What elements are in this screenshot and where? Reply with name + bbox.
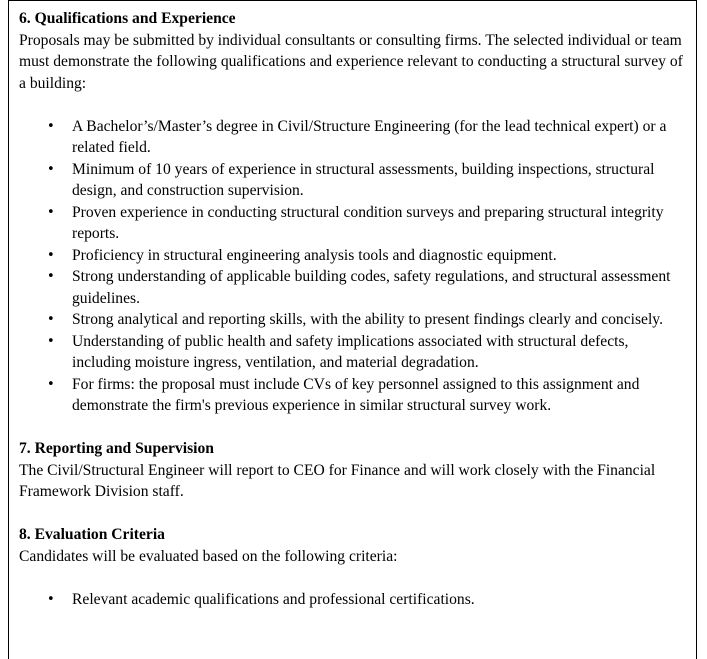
section-7-heading: 7. Reporting and Supervision bbox=[19, 440, 214, 457]
spacer bbox=[19, 503, 688, 525]
list-item: • For firms: the proposal must include CVs of key personnel assigned to this assignment and demonstrate the firm's previous experience in similar structural survey work. bbox=[19, 374, 688, 417]
list-item: • Strong analytical and reporting skills, with the ability to present findings clearly and concisely. bbox=[19, 309, 688, 331]
list-item: • Strong understanding of applicable building codes, safety regulations, and structural assessment guidelines. bbox=[19, 266, 688, 309]
spacer bbox=[19, 567, 688, 589]
list-item: • Minimum of 10 years of experience in structural assessments, building inspections, structural design, and construction supervision. bbox=[19, 159, 688, 202]
list-item: • Proven experience in conducting structural condition surveys and preparing structural integrity reports. bbox=[19, 202, 688, 245]
section-8-heading: 8. Evaluation Criteria bbox=[19, 526, 165, 543]
section-6-intro: Proposals may be submitted by individual consultants or consulting firms. The selected individual or team must demonstrate the following qualifications and experience relevant to conducting a structural survey of a building: bbox=[19, 31, 683, 92]
spacer bbox=[19, 94, 688, 116]
section-7-text: The Civil/Structural Engineer will report to CEO for Finance and will work closely with the Financial Framework Division staff. bbox=[19, 461, 656, 500]
document-page bbox=[8, 0, 697, 659]
section-8-intro: Candidates will be evaluated based on the following criteria: bbox=[19, 547, 398, 565]
list-item: • Understanding of public health and safety implications associated with structural defects, including moisture ingress, ventilation, and material degradation. bbox=[19, 331, 688, 374]
qualifications-list bbox=[19, 116, 688, 417]
list-item: • A Bachelor’s/Master’s degree in Civil/Structure Engineering (for the lead technical expert) or a related field. bbox=[19, 116, 688, 159]
evaluation-criteria-list bbox=[19, 589, 688, 611]
spacer bbox=[19, 417, 688, 439]
list-item: • Proficiency in structural engineering analysis tools and diagnostic equipment. bbox=[19, 245, 688, 267]
section-6-heading: 6. Qualifications and Experience bbox=[19, 10, 236, 27]
list-item: • Relevant academic qualifications and professional certifications. bbox=[19, 589, 688, 611]
